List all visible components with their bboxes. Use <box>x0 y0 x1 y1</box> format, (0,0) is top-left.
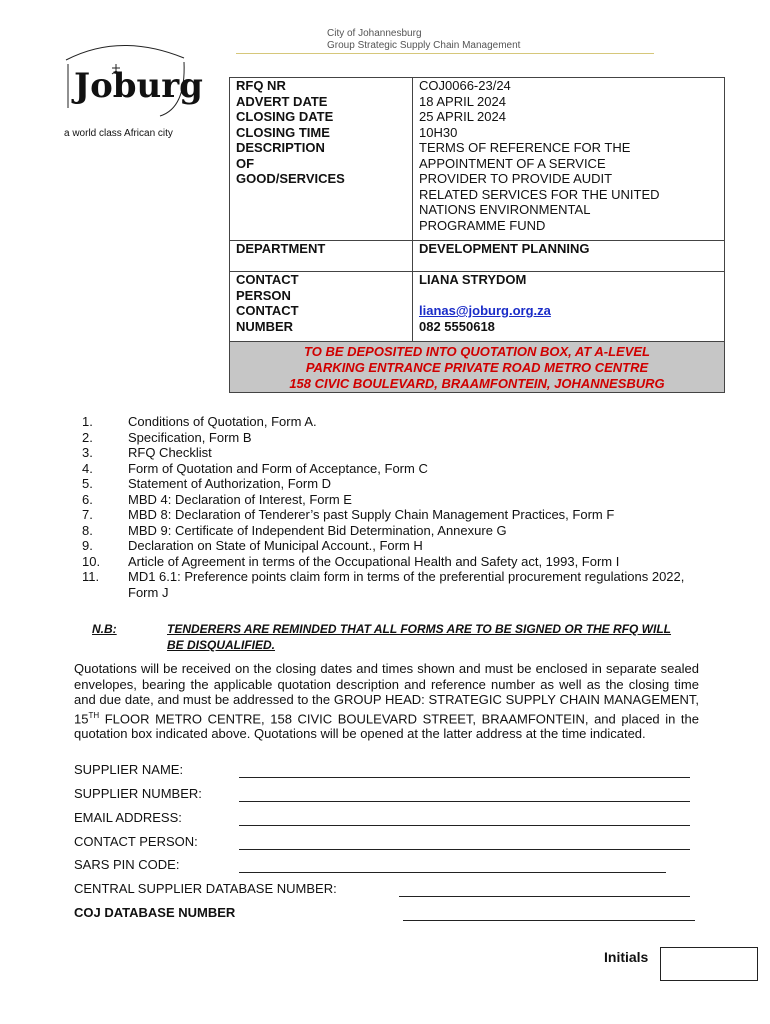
list-text: Specification, Form B <box>128 429 252 445</box>
list-item <box>82 538 702 554</box>
list-item <box>82 461 702 477</box>
rfq-nr-label: RFQ NR <box>230 78 413 94</box>
closing-date-value: 25 APRIL 2024 <box>413 109 725 125</box>
list-item <box>82 492 702 508</box>
contact-person-field-label: CONTACT PERSON: <box>74 834 198 849</box>
list-number: 6. <box>82 491 93 507</box>
list-text: MBD 4: Declaration of Interest, Form E <box>128 491 352 507</box>
deposit-instructions <box>230 342 725 393</box>
advert-date-value: 18 APRIL 2024 <box>413 94 725 110</box>
csd-number-label: CENTRAL SUPPLIER DATABASE NUMBER: <box>74 881 337 896</box>
list-text: Form of Quotation and Form of Acceptance, Form C <box>128 460 428 476</box>
supplier-number-label: SUPPLIER NUMBER: <box>74 786 202 801</box>
table-row <box>230 303 725 342</box>
contact-person-value: LIANA STRYDOM <box>413 272 725 304</box>
closing-date-label: CLOSING DATE <box>230 109 413 125</box>
contact-person-label <box>230 272 413 304</box>
header-department: Group Strategic Supply Chain Management <box>327 40 521 51</box>
table-row <box>230 241 725 272</box>
contact-number-value <box>413 303 725 342</box>
list-text: MD1 6.1: Preference points claim form in terms of the preferential procurement regulations 2022, Form J <box>128 569 685 600</box>
table-row <box>230 342 725 393</box>
paragraph-text: FLOOR METRO CENTRE, 158 CIVIC BOULEVARD STREET, BRAAMFONTEIN, and placed in the quotation box indicated above. Quotations will be opened at the latter address at the time indicated. <box>74 710 699 742</box>
list-text: Statement of Authorization, Form D <box>128 476 332 491</box>
coj-number-line[interactable] <box>403 920 695 921</box>
list-number: 9. <box>82 538 93 553</box>
list-number: 8. <box>82 522 93 538</box>
list-text: RFQ Checklist <box>128 445 212 460</box>
list-item <box>82 476 702 492</box>
description-label-line: DESCRIPTION <box>236 140 325 155</box>
instructions-paragraph <box>74 661 699 742</box>
contact-email-link[interactable]: lianas@joburg.org.za <box>419 303 551 318</box>
list-number: 2. <box>82 429 93 445</box>
table-row <box>230 140 725 241</box>
header-city: City of Johannesburg <box>327 28 422 39</box>
deposit-line: 158 CIVIC BOULEVARD, BRAAMFONTEIN, JOHANNESBURG <box>289 376 665 391</box>
note-text: TENDERERS ARE REMINDED THAT ALL FORMS ARE TO BE SIGNED OR THE RFQ WILL BE DISQUALIFIED. <box>167 622 672 652</box>
closing-time-value: 10H30 <box>413 125 725 141</box>
list-item <box>82 554 702 570</box>
contact-number-label <box>230 303 413 342</box>
table-row <box>230 272 725 304</box>
description-label <box>230 140 413 241</box>
note-label: N.B: <box>92 622 117 636</box>
paragraph-text: Quotations will be received on the closing dates and times shown and must be enclosed in separate sealed envelopes, bearing the applicable quotation description and reference number as well as the closing time and due date, and must be addressed to the GROUP HEAD: STRATEGIC SUPPLY CHAIN MANAGEMENT, 15 <box>74 661 699 726</box>
contact-person-label-line: CONTACT <box>236 272 299 287</box>
list-number: 7. <box>82 507 93 522</box>
list-item <box>82 507 702 523</box>
list-text: Declaration on State of Municipal Account., Form H <box>128 538 423 553</box>
forms-list <box>82 414 702 600</box>
email-address-line[interactable] <box>239 825 690 826</box>
coj-number-label: COJ DATABASE NUMBER <box>74 905 236 920</box>
deposit-line: PARKING ENTRANCE PRIVATE ROAD METRO CENTRE <box>305 360 649 375</box>
department-label: DEPARTMENT <box>230 241 413 272</box>
rfq-nr-value: COJ0066-23/24 <box>413 78 725 94</box>
contact-person-line[interactable] <box>239 849 690 850</box>
list-number: 1. <box>82 414 93 429</box>
list-number: 11. <box>82 569 100 584</box>
email-address-label: EMAIL ADDRESS: <box>74 810 182 825</box>
deposit-line: TO BE DEPOSITED INTO QUOTATION BOX, AT A-LEVEL <box>304 344 650 359</box>
list-number: 5. <box>82 476 93 491</box>
logo-tagline: a world class African city <box>64 128 173 139</box>
advert-date-label: ADVERT DATE <box>230 94 413 110</box>
paragraph-superscript: TH <box>88 710 100 720</box>
table-row <box>230 109 725 125</box>
sars-pin-line[interactable] <box>239 872 666 873</box>
description-label-line: OF <box>236 155 255 171</box>
rfq-info-table <box>229 77 725 393</box>
description-value: TERMS OF REFERENCE FOR THE APPOINTMENT OF A SERVICE PROVIDER TO PROVIDE AUDIT RELATED SERVICES FOR THE UNITED NATIONS ENVIRONMENTAL PROGRAMME FUND <box>413 140 725 241</box>
list-number: 10. <box>82 553 101 569</box>
initials-label: Initials <box>604 949 649 965</box>
list-number: 3. <box>82 445 93 460</box>
contact-phone: 082 5550618 <box>419 318 495 334</box>
list-text: Conditions of Quotation, Form A. <box>128 414 317 429</box>
sars-pin-label: SARS PIN CODE: <box>74 857 180 872</box>
list-text: Article of Agreement in terms of the Occupational Health and Safety act, 1993, Form I <box>128 553 620 569</box>
supplier-number-line[interactable] <box>239 801 690 802</box>
document-header <box>327 28 520 52</box>
contact-person-label-line: PERSON <box>236 287 291 303</box>
closing-time-label: CLOSING TIME <box>230 125 413 141</box>
contact-number-label-line: NUMBER <box>236 318 294 334</box>
department-value: DEVELOPMENT PLANNING <box>413 241 725 272</box>
list-text: MBD 9: Certificate of Independent Bid Determination, Annexure G <box>128 522 507 538</box>
contact-number-label-line: CONTACT <box>236 303 299 318</box>
description-label-line: GOOD/SERVICES <box>236 171 345 186</box>
list-item <box>82 569 702 600</box>
logo-wordmark: Joburg <box>74 66 203 106</box>
table-row <box>230 78 725 94</box>
supplier-name-label: SUPPLIER NAME: <box>74 762 184 777</box>
list-item <box>82 414 702 430</box>
list-item <box>82 445 702 461</box>
list-item <box>82 430 702 446</box>
table-row <box>230 125 725 141</box>
supplier-name-line[interactable] <box>239 777 690 778</box>
csd-number-line[interactable] <box>399 896 690 897</box>
list-text: MBD 8: Declaration of Tenderer’s past Supply Chain Management Practices, Form F <box>128 507 615 522</box>
list-item <box>82 523 702 539</box>
initials-box[interactable] <box>660 947 758 981</box>
header-divider <box>236 53 654 54</box>
list-number: 4. <box>82 460 93 476</box>
table-row <box>230 94 725 110</box>
